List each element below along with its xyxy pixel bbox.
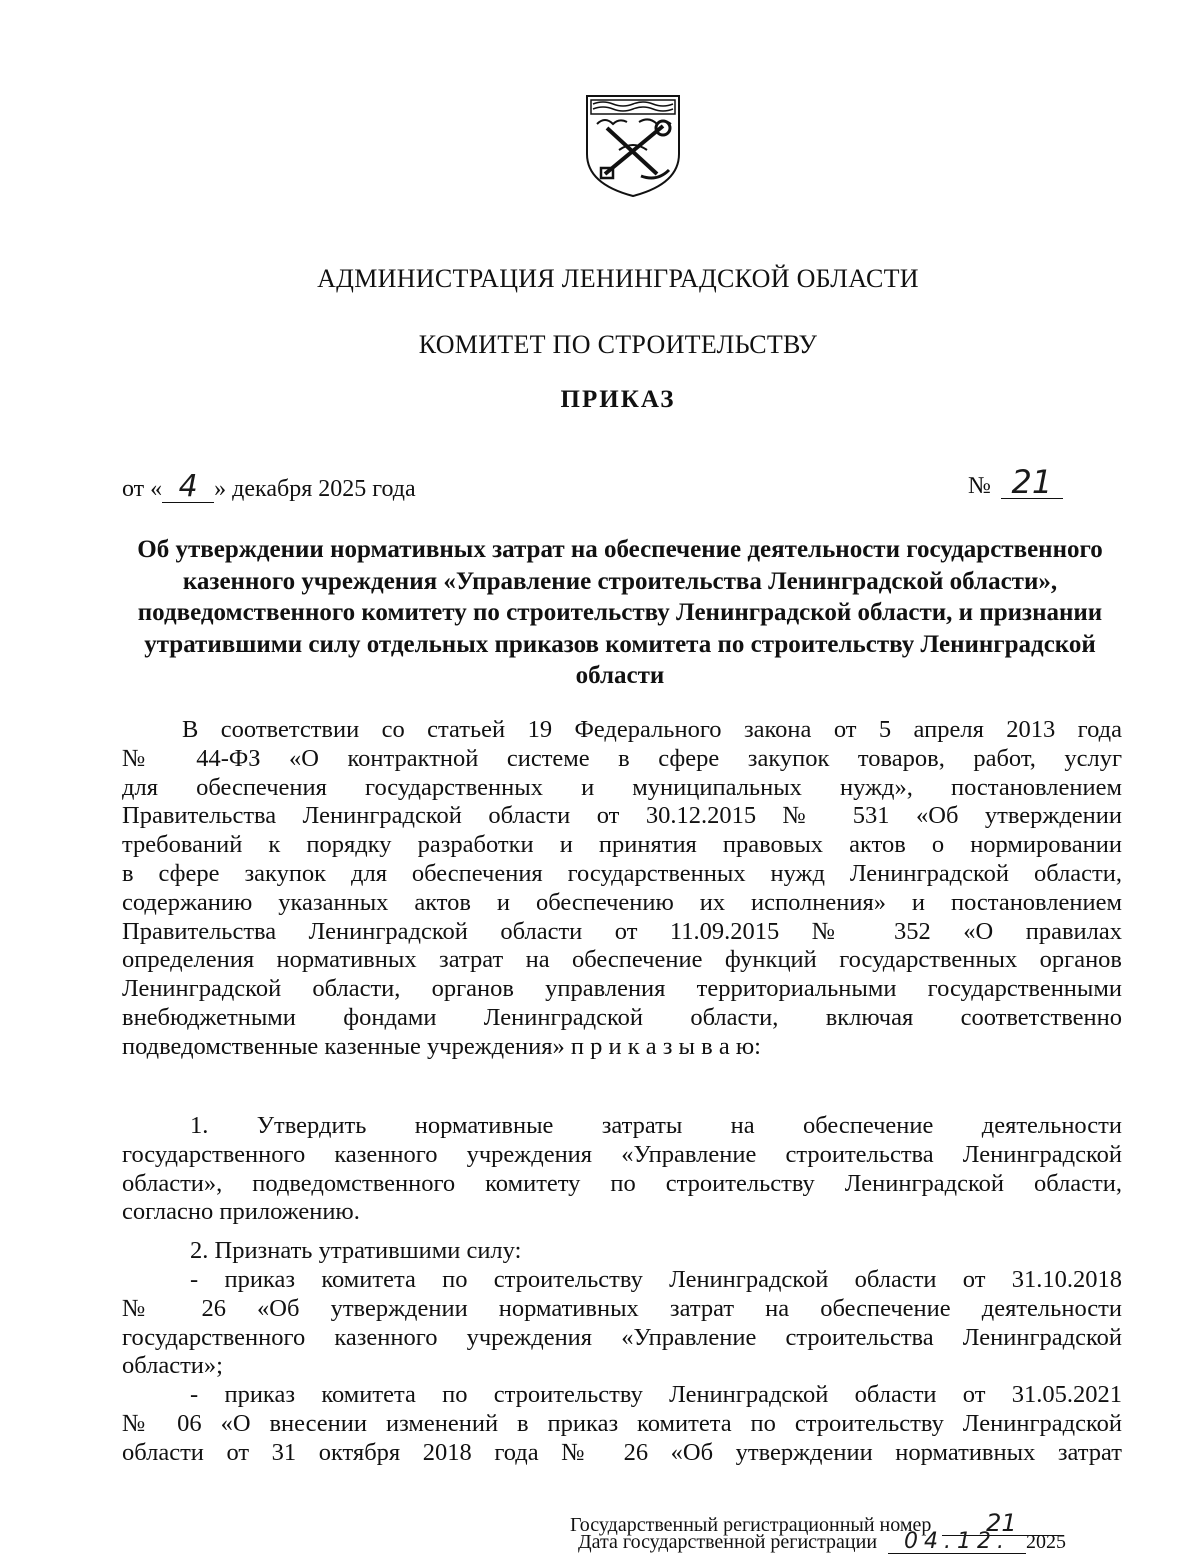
- text-line: области»;: [122, 1352, 223, 1380]
- text-line: согласно приложению.: [122, 1198, 360, 1226]
- repealed-order-1: [122, 1266, 1122, 1381]
- document-title: Об утверждении нормативных затрат на обеспечение деятельности государственного казенного учреждения «Управление строительства Ленинградской области», подведомственного комитету по строительству Ленинградской области, и признании утратившими силу отдельных приказов комитета по строительству Ленинградской области: [137, 536, 1103, 689]
- text-line: государственного казенного учреждения «Управление строительства Ленинградской: [122, 1323, 1122, 1351]
- order-number-line: [968, 463, 1063, 501]
- date-line: [122, 469, 416, 504]
- text-line: № 44-ФЗ «О контрактной системе в сфере закупок товаров, работ, услуг: [122, 744, 1122, 772]
- date-day-handwritten: 4: [162, 472, 214, 503]
- registration-date-year: 2025: [1026, 1531, 1067, 1553]
- coat-of-arms-emblem: [583, 92, 683, 200]
- text-line: государственного казенного учреждения «Управление строительства Ленинградской: [122, 1140, 1122, 1168]
- registration-date-label: Дата государственной регистрации: [578, 1531, 878, 1553]
- text-line: Правительства Ленинградской области от 30.12.2015 № 531 «Об утверждении: [122, 802, 1122, 830]
- text-line: Правительства Ленинградской области от 11.09.2015 № 352 «О правилах: [122, 917, 1122, 945]
- text-line: для обеспечения государственных и муниципальных нужд», постановлением: [122, 773, 1122, 801]
- text-line: требований к порядку разработки и принятия правовых актов о нормировании: [122, 831, 1122, 859]
- text-line: в сфере закупок для обеспечения государственных нужд Ленинградской области,: [122, 859, 1122, 887]
- committee-name: КОМИТЕТ ПО СТРОИТЕЛЬСТВУ: [418, 330, 818, 359]
- item-1-paragraph: [122, 1112, 1122, 1227]
- organization-name: АДМИНИСТРАЦИЯ ЛЕНИНГРАДСКОЙ ОБЛАСТИ: [317, 264, 919, 293]
- text-line: подведомственные казенные учреждения» п р и к а з ы в а ю:: [122, 1032, 761, 1060]
- text-line: Ленинградской области, органов управления территориальными государственными: [122, 975, 1122, 1003]
- text-line: - приказ комитета по строительству Ленинградской области от 31.10.2018: [190, 1266, 1122, 1293]
- repealed-order-2: [122, 1381, 1122, 1467]
- registration-number-handwritten: 21: [942, 1511, 1060, 1536]
- order-number-handwritten: 21: [1001, 466, 1063, 499]
- date-suffix: » декабря 2025 года: [214, 476, 416, 502]
- text-line: области», подведомственного комитету по строительству Ленинградской области,: [122, 1169, 1122, 1197]
- text-line: № 06 «О внесении изменений в приказ комитета по строительству Ленинградской: [122, 1409, 1122, 1437]
- text-line: области от 31 октября 2018 года № 26 «Об утверждении нормативных затрат: [122, 1438, 1122, 1466]
- text-line: 1. Утвердить нормативные затраты на обеспечение деятельности: [190, 1112, 1122, 1139]
- text-line: № 26 «Об утверждении нормативных затрат на обеспечение деятельности: [122, 1294, 1122, 1322]
- preamble-paragraph: [122, 716, 1122, 1062]
- text-line: внебюджетными фондами Ленинградской области, включая соответственно: [122, 1003, 1122, 1031]
- text-line: содержанию указанных актов и обеспечению их исполнения» и постановлением: [122, 888, 1122, 916]
- date-prefix: от «: [122, 476, 163, 502]
- number-label: №: [968, 473, 991, 499]
- registration-date-handwritten: 04.12.: [888, 1531, 1026, 1554]
- registration-date-line: [578, 1531, 1066, 1554]
- text-line: определения нормативных затрат на обеспечение функций государственных органов: [122, 946, 1122, 974]
- registration-number-label: Государственный регистрационный номер: [570, 1514, 932, 1536]
- item-2-heading: 2. Признать утратившими силу:: [190, 1237, 522, 1264]
- text-line: В соответствии со статьей 19 Федерального закона от 5 апреля 2013 года: [182, 716, 1122, 743]
- text-line: - приказ комитета по строительству Ленинградской области от 31.05.2021: [190, 1381, 1122, 1408]
- document-type: ПРИКАЗ: [560, 386, 676, 413]
